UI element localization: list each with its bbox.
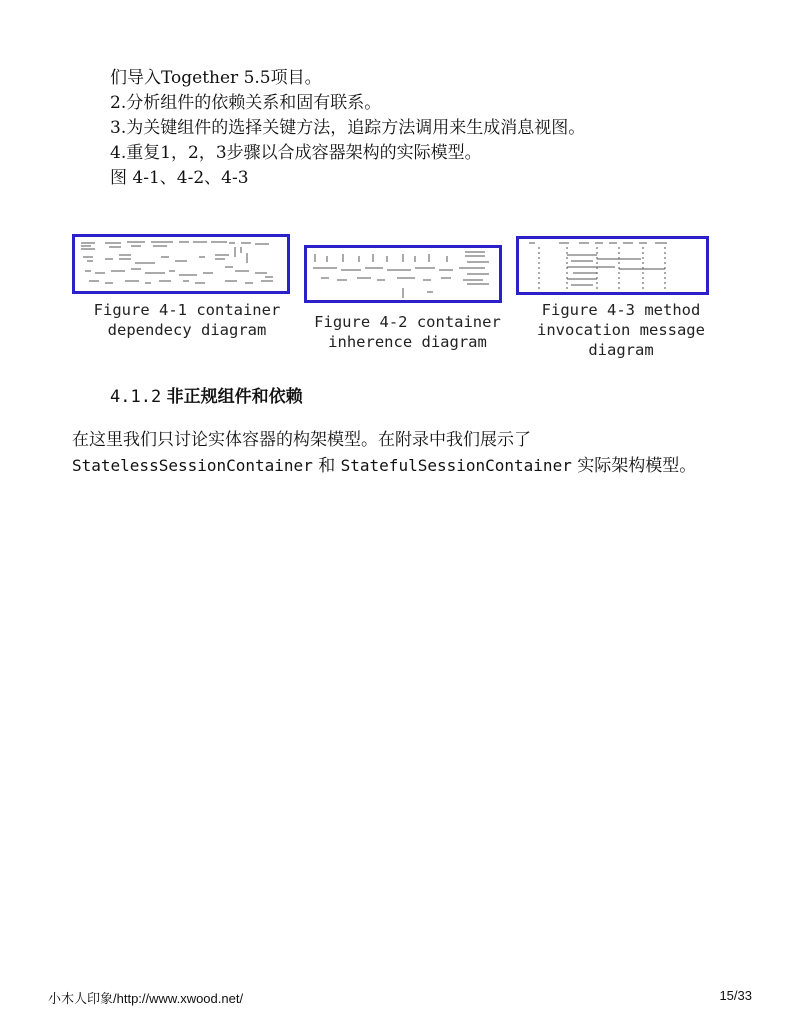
figure-4-2-caption-line-1: Figure 4-2 container	[314, 313, 501, 331]
figure-4-1-caption-line-2: dependecy diagram	[107, 321, 267, 339]
paragraph-text-3: 实际架构模型。	[571, 456, 697, 476]
figure-4-2-caption	[300, 312, 515, 352]
section-heading	[110, 385, 303, 409]
paragraph-text-2: 和	[312, 456, 341, 476]
body-line-5: 图 4-1、4-2、4-3	[110, 168, 249, 188]
figure-4-3-caption-line-3: diagram	[588, 341, 654, 359]
paragraph-code-2: StatefulSessionContainer	[340, 456, 572, 475]
figure-4-2-thumbnail	[304, 245, 502, 303]
paragraph-text-1: 在这里我们只讨论实体容器的构架模型。在附录中我们展示了	[72, 430, 531, 450]
figure-4-2-diagram	[307, 248, 499, 300]
section-number: 4.1.2	[110, 387, 162, 407]
figure-4-3-diagram	[519, 239, 706, 292]
figure-4-1-diagram	[75, 237, 287, 291]
figure-4-3-caption	[516, 300, 726, 360]
figure-4-2-caption-line-2: inherence diagram	[328, 333, 487, 351]
body-line-1: 们导入Together 5.5项目。	[110, 68, 322, 88]
figure-4-1-caption-line-1: Figure 4-1 container	[93, 301, 281, 319]
figure-4-1-thumbnail	[72, 234, 290, 294]
footer-page-number: 15/33	[719, 988, 752, 1003]
figure-4-3-caption-line-2: invocation message	[537, 321, 705, 339]
figure-4-3-caption-line-1: Figure 4-3 method	[541, 301, 701, 319]
footer-source: 小木人印象/http://www.xwood.net/	[48, 991, 244, 1006]
section-title: 非正规组件和依赖	[166, 387, 303, 407]
body-line-3: 3.为关键组件的选择关键方法，追踪方法调用来生成消息视图。	[110, 118, 586, 138]
body-line-4: 4.重复1，2，3步骤以合成容器架构的实际模型。	[110, 143, 482, 163]
body-line-2: 2.分析组件的依赖关系和固有联系。	[110, 93, 382, 113]
body-paragraph	[72, 427, 732, 479]
paragraph-code-1: StatelessSessionContainer	[72, 456, 313, 475]
figure-4-1-caption	[72, 300, 302, 340]
figure-4-3-thumbnail	[516, 236, 709, 295]
